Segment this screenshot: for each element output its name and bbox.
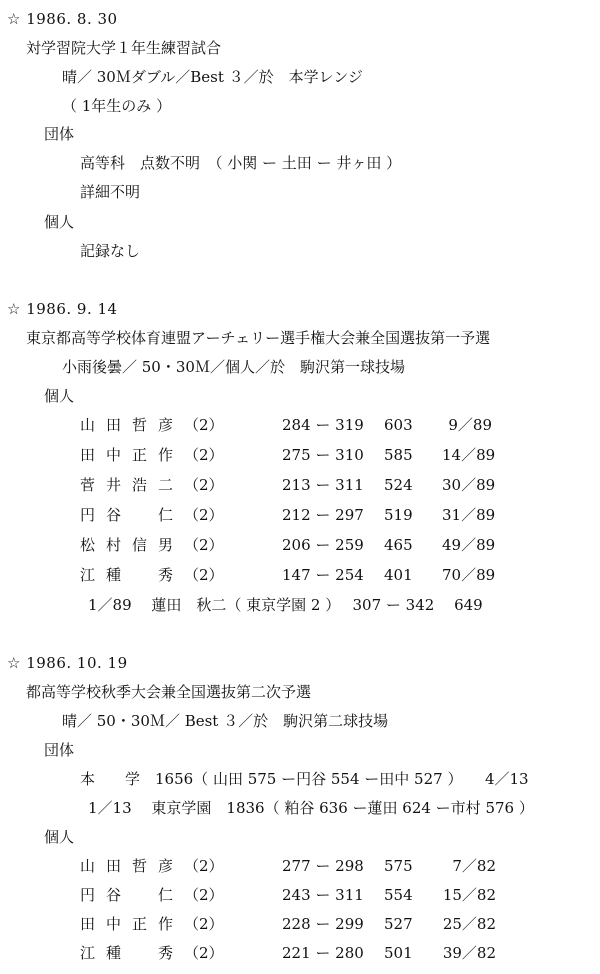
section3-date: ☆ 1986. 10. 19	[7, 654, 128, 672]
athlete-scores: 221 ー 280	[282, 944, 364, 962]
athlete-name: 田中正作	[80, 915, 185, 933]
section3-conditions: 晴／ 50・30Ｍ／ Best ３／於 駒沢第二球技場	[62, 712, 389, 730]
section1-individual-heading: 個人	[44, 213, 75, 231]
athlete-total: 465	[384, 536, 413, 554]
athlete-rank: 9／89	[448, 416, 492, 434]
athlete-rank: 70／89	[442, 566, 496, 584]
athlete-total: 575	[384, 857, 413, 875]
athlete-grade: （2）	[184, 536, 224, 554]
section3-individual-heading: 個人	[44, 828, 75, 846]
athlete-rank: 7／82	[452, 857, 496, 875]
athlete-name: 江種 秀	[80, 944, 185, 962]
result-row	[0, 946, 600, 966]
athlete-grade: （2）	[184, 915, 224, 933]
athlete-scores: 212 ー 297	[282, 506, 364, 524]
section1-individual-note: 記録なし	[80, 242, 141, 260]
section1-title: 対学習院大学１年生練習試合	[26, 39, 222, 57]
athlete-name: 菅井浩二	[80, 476, 185, 494]
section3-team-result: 本 学 1656（ 山田 575 ー円谷 554 ー田中 527 ） 4／13	[80, 770, 529, 788]
athlete-grade: （2）	[184, 566, 224, 584]
athlete-grade: （2）	[184, 506, 224, 524]
athlete-grade: （2）	[184, 857, 224, 875]
result-row	[0, 448, 600, 468]
athlete-grade: （2）	[184, 476, 224, 494]
athlete-name: 田中正作	[80, 446, 185, 464]
athlete-name: 円谷 仁	[80, 506, 185, 524]
section2-date: ☆ 1986. 9. 14	[7, 300, 118, 318]
section3-team-winner: 1／13 東京学園 1836（ 粕谷 636 ー蓮田 624 ー市村 576 ）	[88, 799, 534, 817]
athlete-scores: 284 ー 319	[282, 416, 364, 434]
section3-team-heading: 団体	[44, 741, 75, 759]
athlete-total: 585	[384, 446, 413, 464]
athlete-scores: 213 ー 311	[282, 476, 364, 494]
section2-individual-heading: 個人	[44, 387, 75, 405]
athlete-grade: （2）	[184, 416, 224, 434]
section1-note: （ 1年生のみ ）	[62, 97, 172, 115]
athlete-total: 401	[384, 566, 413, 584]
result-row	[0, 888, 600, 908]
section2-winner: 1／89 蓮田 秋二（ 東京学園 2 ） 307 ー 342 649	[88, 596, 483, 614]
athlete-name: 松村信男	[80, 536, 185, 554]
athlete-name: 江種 秀	[80, 566, 185, 584]
athlete-total: 603	[384, 416, 413, 434]
athlete-rank: 30／89	[442, 476, 496, 494]
athlete-grade: （2）	[184, 944, 224, 962]
athlete-rank: 25／82	[442, 915, 496, 933]
athlete-scores: 243 ー 311	[282, 886, 364, 904]
result-row	[0, 568, 600, 588]
section1-date: ☆ 1986. 8. 30	[7, 10, 118, 28]
athlete-scores: 277 ー 298	[282, 857, 364, 875]
athlete-total: 527	[384, 915, 413, 933]
section2-conditions: 小雨後曇／ 50・30Ｍ／個人／於 駒沢第一球技場	[62, 358, 405, 376]
athlete-scores: 228 ー 299	[282, 915, 364, 933]
result-row	[0, 917, 600, 937]
athlete-scores: 147 ー 254	[282, 566, 364, 584]
section1-team-heading: 団体	[44, 125, 75, 143]
section3-title: 都高等学校秋季大会兼全国選抜第二次予選	[26, 683, 312, 701]
section1-conditions: 晴／ 30Ｍダブル／Best ３／於 本学レンジ	[62, 68, 363, 86]
athlete-grade: （2）	[184, 886, 224, 904]
athlete-total: 524	[384, 476, 413, 494]
section1-team-detail: 詳細不明	[80, 183, 141, 201]
athlete-scores: 206 ー 259	[282, 536, 364, 554]
athlete-scores: 275 ー 310	[282, 446, 364, 464]
athlete-total: 501	[384, 944, 413, 962]
section1-team-result: 高等科 点数不明 （ 小関 ー 土田 ー 井ヶ田 ）	[80, 154, 402, 172]
athlete-rank: 39／82	[442, 944, 496, 962]
result-row	[0, 538, 600, 558]
athlete-rank: 14／89	[442, 446, 496, 464]
result-row	[0, 418, 600, 438]
athlete-total: 554	[384, 886, 413, 904]
section2-title: 東京都高等学校体育連盟アーチェリー選手権大会兼全国選抜第一予選	[26, 329, 491, 347]
athlete-name: 山田哲彦	[80, 857, 185, 875]
result-row	[0, 508, 600, 528]
athlete-total: 519	[384, 506, 413, 524]
athlete-grade: （2）	[184, 446, 224, 464]
result-row	[0, 859, 600, 879]
athlete-rank: 15／82	[442, 886, 496, 904]
athlete-name: 円谷 仁	[80, 886, 185, 904]
athlete-name: 山田哲彦	[80, 416, 185, 434]
athlete-rank: 31／89	[442, 506, 496, 524]
athlete-rank: 49／89	[442, 536, 496, 554]
result-row	[0, 478, 600, 498]
